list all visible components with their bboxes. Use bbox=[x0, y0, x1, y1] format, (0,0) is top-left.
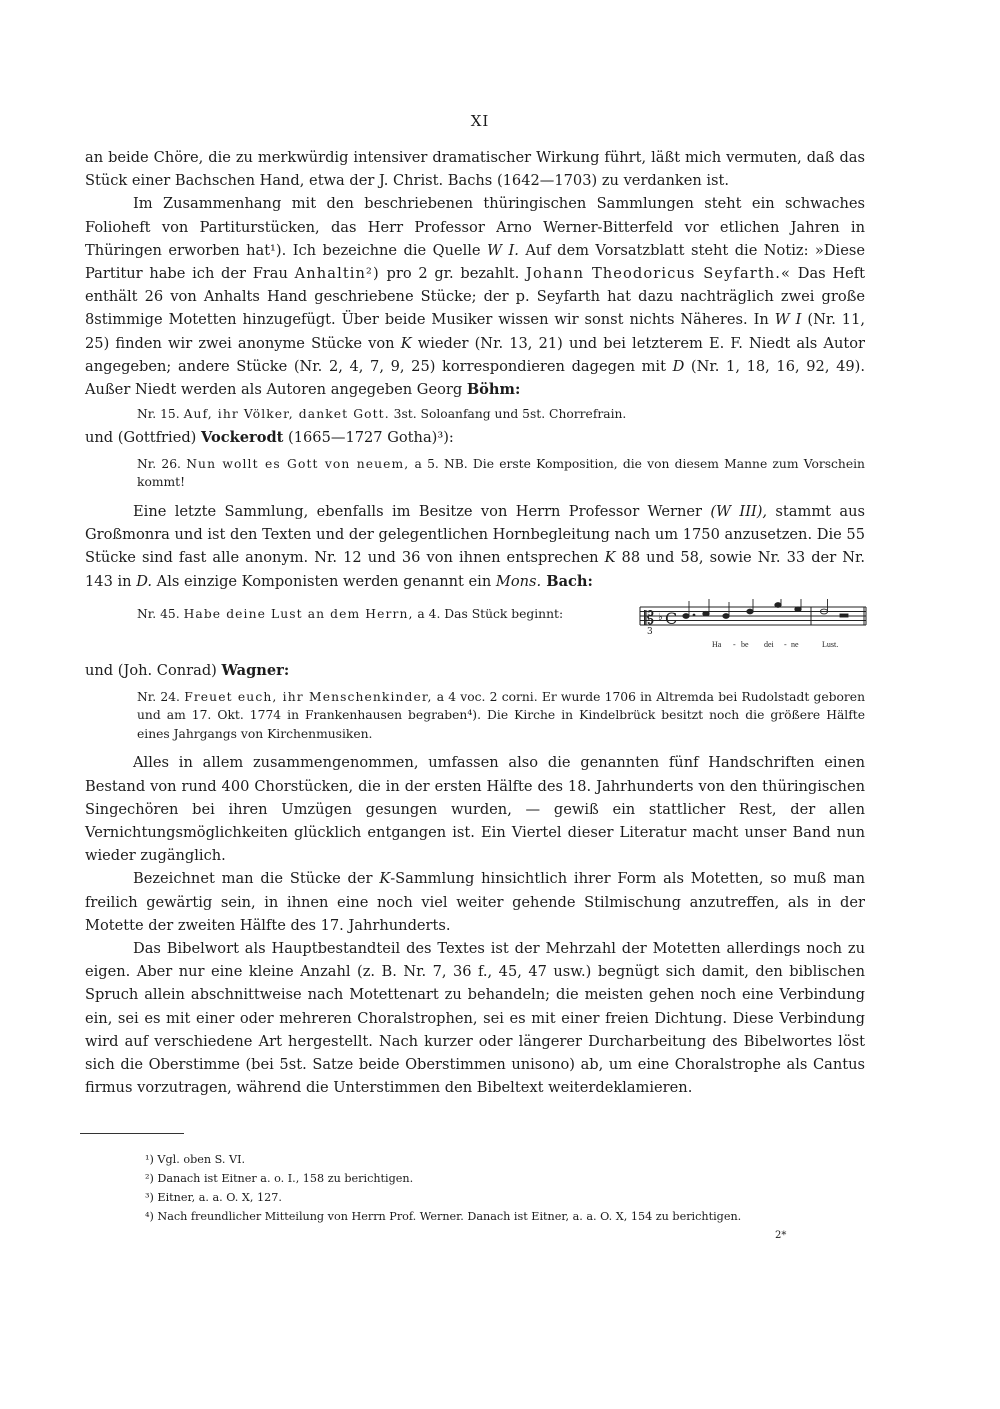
lyric-hyphen: - bbox=[784, 639, 787, 649]
source-d: D. bbox=[136, 572, 153, 590]
lyric-hyphen: - bbox=[733, 639, 736, 649]
example-title: Freuet euch, ihr Menschenkinder, bbox=[184, 689, 433, 704]
clef-icon: 𝄡 bbox=[644, 607, 655, 629]
name-vockerodt: Vockerodt bbox=[201, 428, 284, 446]
notes bbox=[683, 599, 848, 618]
lyrics-row bbox=[712, 640, 838, 649]
name-boehm: Böhm: bbox=[466, 381, 521, 399]
paragraph-5 bbox=[85, 867, 865, 937]
example-note: a 4 voc. 2 corni. Er wurde 1706 in Altremda bei Rudolstadt geboren und am 17. Okt. 1774 in Frankenhausen begraben⁴). Die Kirche in Kindelbrück besitzt noch die größere Hälfte eines Jahrgangs von Kirchenmusiken. bbox=[137, 689, 865, 741]
p3-text-b: stammt aus Großmonra und ist den Texten und der gelegentlichen Hornbegleitung nach um 1750 anzusetzen. Die 55 Stücke sind fast alle anonym. Nr. 12 und 36 von ihnen entsprechen bbox=[85, 502, 865, 567]
source-w3: (W III), bbox=[710, 502, 768, 520]
source-k: K bbox=[604, 549, 616, 567]
example-note: 3st. Soloanfang und 5st. Chorrefrain. bbox=[389, 407, 627, 422]
title-mons: Mons. bbox=[495, 572, 542, 590]
flat-icon: ♭ bbox=[658, 611, 663, 623]
vockerodt-dates: (1665—1727 Gotha)³): bbox=[283, 428, 454, 446]
example-number: Nr. 45. bbox=[137, 606, 184, 621]
paragraph-2 bbox=[85, 192, 865, 401]
main-text bbox=[85, 146, 865, 1100]
p2-text-f: wieder (Nr. 13, 21) und bei letzterem E. F. Niedt als Autor angegeben; andere Stücke (Nr. 2, 4, 7, 9, 25) korrespondieren dagegen mit bbox=[85, 334, 865, 375]
source-k: K bbox=[379, 870, 391, 888]
example-number: Nr. 24. bbox=[137, 689, 185, 704]
voice-number-icon: 3 bbox=[647, 626, 653, 637]
source-d: D bbox=[672, 357, 685, 375]
name-bach: Bach: bbox=[541, 572, 593, 590]
example-title: Habe deine Lust an dem Herrn, bbox=[183, 606, 414, 621]
vockerodt-line bbox=[85, 426, 865, 449]
p5-text-b: -Sammlung hinsichtlich ihrer Form als Motetten, so muß man freilich gewärtig sein, in ihnen eine noch viel weiter gehende Stilmischung anzutreffen, als in der Motette der zweiten Hälfte des 17. Jahrhunderts. bbox=[85, 870, 866, 934]
source-w1: W I. bbox=[487, 241, 519, 259]
lyric-syllable: dei bbox=[764, 639, 774, 649]
p2-text-a: Im Zusammenhang mit den beschriebenen thüringischen Sammlungen steht ein schwaches Folioheft von Partiturstücken, das Herr Professor Arno Werner-Bitterfeld vor etlichen Jahren in Thüringen erworben hat¹). Ich bezeichne die Quelle bbox=[85, 195, 865, 259]
paragraph-3 bbox=[85, 500, 865, 593]
lyric-syllable: Ha bbox=[712, 639, 722, 649]
p2-text-e: (Nr. 11, 25) finden wir zwei anonyme Stücke von bbox=[85, 311, 866, 352]
example-nr24 bbox=[85, 682, 865, 752]
time-signature-icon: C bbox=[665, 608, 678, 628]
example-nr45 bbox=[85, 605, 563, 624]
example-number: Nr. 15. bbox=[137, 407, 184, 422]
paragraph-1: an beide Chöre, die zu merkwürdig intensiver dramatischer Wirkung führt, läßt mich vermuten, daß das Stück einer Bachschen Hand, etwa der J. Christ. Bachs (1642—1703) zu verdanken ist. bbox=[85, 149, 865, 190]
p3-text-c: 88 und 58, sowie Nr. 33 der Nr. 143 in bbox=[85, 549, 866, 590]
source-k: K bbox=[400, 334, 412, 352]
footnote-3: ³) Eitner, a. a. O. X, 127. bbox=[145, 1191, 282, 1204]
lyric-syllable: Lust. bbox=[822, 639, 839, 649]
example-number: Nr. 26. bbox=[137, 456, 187, 471]
p5-text-a: Bezeichnet man die Stücke der bbox=[133, 870, 380, 888]
vockerodt-prefix: und (Gottfried) bbox=[85, 428, 202, 446]
footnote-4: ⁴) Nach freundlicher Mitteilung von Herrn Prof. Werner. Danach ist Eitner, a. a. O. X, 154 zu berichtigen. bbox=[145, 1210, 742, 1223]
example-nr26 bbox=[85, 449, 865, 500]
paragraph-4: Alles in allem zusammengenommen, umfassen also die genannten fünf Handschriften einen Bestand von rund 400 Chorstücken, die in der ersten Hälfte des 18. Jahrhunderts von den thüringischen Singechören bei ihren Umzügen gesungen wurden, — gewiß ein stattlicher Rest, der allen Vernichtungsmöglichkeiten glücklich entgangen ist. Ein Viertel dieser Literatur macht unser Band nun wieder zugänglich. bbox=[85, 754, 865, 865]
page-number: XI bbox=[470, 112, 490, 130]
sheet-signature: 2* bbox=[775, 1230, 787, 1241]
name-seyfarth: Johann Theodoricus Seyfarth.« bbox=[526, 265, 792, 283]
footnote-2: ²) Danach ist Eitner a. o. I., 158 zu berichtigen. bbox=[145, 1172, 414, 1185]
example-note: a 5. NB. Die erste Komposition, die von diesem Manne zum Vorschein kommt! bbox=[137, 456, 865, 490]
lyric-syllable: ne bbox=[791, 639, 799, 649]
music-staff bbox=[638, 599, 868, 653]
p2-text-d: Das Heft enthält 26 von Anhalts Hand geschriebene Stücke; der p. Seyfarth hat dazu nachträglich zwei große 8stimmige Motetten hinzugefügt. Über beide Musiker wissen wir sonst nichts Näheres. In bbox=[85, 265, 865, 329]
wagner-prefix: und (Joh. Conrad) bbox=[85, 661, 222, 679]
p3-text-a: Eine letzte Sammlung, ebenfalls im Besitze von Herrn Professor Werner bbox=[133, 502, 711, 520]
footnote-divider bbox=[80, 1133, 184, 1134]
example-nr15 bbox=[85, 401, 865, 426]
paragraph-6: Das Bibelwort als Hauptbestandteil des Textes ist der Mehrzahl der Motetten allerdings noch zu eigen. Aber nur eine kleine Anzahl (z. B. Nr. 7, 36 f., 45, 47 usw.) begnügt sich damit, den biblischen Spruch allein abschnittweise nach Motettenart zu behandeln; die meisten gehen noch eine Verbindung ein, sei es mit einer oder mehreren Choralstrophen, sei es mit einer freien Dichtung. Diese Verbindung wird auf verschiedene Art hergestellt. Nach kurzer oder längerer Durcharbeitung des Bibelwortes löst sich die Oberstimme (bei 5st. Satze beide Oberstimmen unisono) ab, um eine Choralstrophe als Cantus firmus vorzutragen, während die Unterstimmen den Bibeltext weiterdeklamieren. bbox=[85, 940, 865, 1097]
example-title: Auf, ihr Völker, danket Gott. bbox=[183, 407, 390, 422]
footnotes bbox=[145, 1150, 845, 1226]
name-wagner: Wagner: bbox=[221, 661, 290, 679]
example-note: a 4. Das Stück beginnt: bbox=[413, 606, 564, 621]
lyric-syllable: be bbox=[741, 639, 749, 649]
footnote-1: ¹) Vgl. oben S. VI. bbox=[145, 1153, 246, 1166]
name-anhaltin: Anhaltin²) bbox=[294, 265, 380, 283]
p2-text-b: Auf dem Vorsatzblatt steht die Notiz: »Diese Partitur habe ich der Frau bbox=[85, 241, 865, 283]
p3-text-e: Als einzige Komponisten werden genannt ein bbox=[152, 572, 496, 590]
wagner-line bbox=[85, 659, 865, 682]
p2-text-c: pro 2 gr. bezahlt. bbox=[379, 265, 527, 283]
example-title: Nun wollt es Gott von neuem, bbox=[186, 456, 410, 471]
music-example-row bbox=[85, 599, 865, 653]
p2-text-g: (Nr. 1, 18, 16, 92, 49). Außer Niedt werden als Autoren angegeben Georg bbox=[85, 357, 865, 399]
source-w1-ref: W I bbox=[774, 311, 802, 329]
